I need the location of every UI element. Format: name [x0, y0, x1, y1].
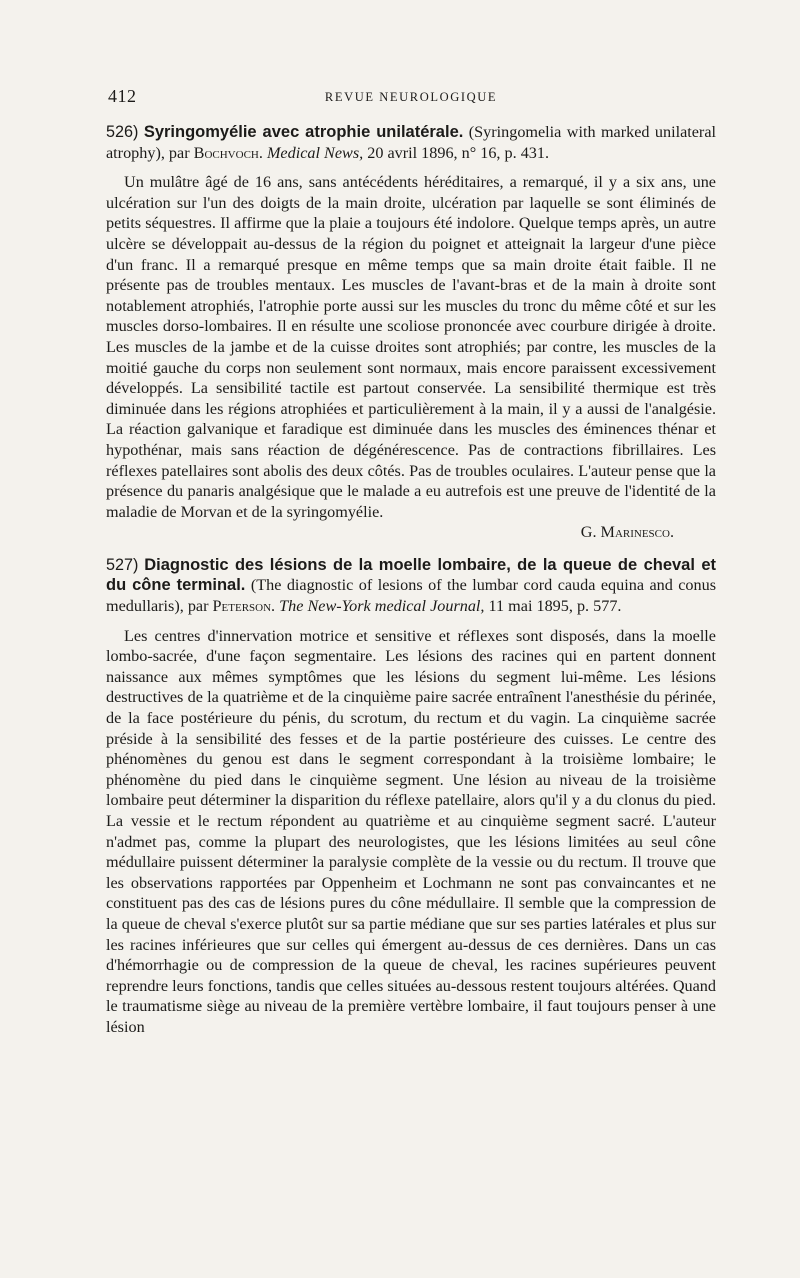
article-title: Syringomyélie avec atrophie unilatérale.: [143, 123, 464, 141]
article-heading: [106, 555, 716, 617]
article-number: 527): [106, 555, 139, 574]
article-journal: The New-York medical Journal,: [279, 597, 485, 616]
article-citation: 20 avril 1896, n° 16, p. 431.: [367, 143, 550, 162]
page-content: [106, 122, 716, 1038]
article-author: Bochvoch.: [193, 143, 263, 162]
running-head: REVUE NEUROLOGIQUE: [324, 90, 498, 104]
article-title: Diagnostic des lésions de la moelle lombaire, de la queue de cheval et du cône terminal.: [106, 555, 716, 595]
signature-name: Marinesco.: [600, 523, 674, 542]
abstract-text: Les centres d'innervation motrice et sensitive et réflexes sont disposés, dans la moelle lombo-sacrée, d'une façon segmentaire. Les lésions des racines qui en partent donnent naissance aux mêmes symptômes que les lésions du segment lui-même. Les lésions destructives de la quatrième et de la cinquième paire sacrée entraînent l'anesthésie du périnée, de la face postérieure du pénis, du scrotum, du rectum et du vagin. La cinquième sacrée préside à la sensibilité des fesses et de la partie postérieure des cuisses. Le centre des phénomènes du genou est dans le segment correspondant à la troisième lombaire; le phénomène du pied dans le cinquième segment. Une lésion au niveau de la troisième lombaire peut déterminer la disparition du réflexe patellaire, alors qu'il y a du clonus du pied. La vessie et le rectum répondent au quatrième et au cinquième segment sacré. L'auteur n'admet pas, comme la plupart des neurologistes, que les lésions limitées au seul cône médullaire puissent déterminer la paralysie complète de la vessie ou du rectum. Il trouve que les observations rapportées par Oppenheim et Lochmann ne sont pas convaincantes et ne constituent pas des cas de lésions pures du cône médullaire. Il semble que la compression de la queue de cheval s'exerce plutôt sur sa partie médiane que sur ses parties latérales et plus sur les racines inférieures que sur celles qui émergent au-dessus de ces dernières. Dans un cas d'hémorrhagie ou de compression de la queue de cheval, les racines supérieures peuvent reprendre leurs fonctions, tandis que celles situées au-dessous restent toujours altérées. Quand le traumatisme siège au niveau de la première vertèbre lombaire, il faut toujours penser à une lésion: [106, 626, 716, 1036]
article-journal: Medical News,: [266, 143, 364, 162]
abstract-text: Un mulâtre âgé de 16 ans, sans antécédents héréditaires, a remarqué, il y a six ans, une ulcération sur l'un des doigts de la main droite, ulcération par laquelle se sont éliminés de petits séquestres. Il affirme que la plaie a toujours été indolore. Quelque temps après, un autre ulcère se développait au-dessus de la région du poignet et atteignait la largeur d'une pièce d'un franc. Il a remarqué presque en même temps que sa main droite était faible. Il ne présente pas de troubles mentaux. Les muscles de l'avant-bras et de la main à droite sont notablement atrophiés, l'atrophie porte aussi sur les muscles du tronc du même côté et sur les muscles dorso-lombaires. Il en résulte une scoliose prononcée avec courbure dirigée à droite. Les muscles de la jambe et de la cuisse droites sont atrophiés; par contre, les muscles de la moitié gauche du corps non seulement sont normaux, mais encore paraissent excessivement développés. La sensibilité tactile est partout conservée. La sensibilité thermique est très diminuée dans les régions atrophiées et particulièrement à la main, il y a aussi de l'analgésie. La réaction galvanique et faradique est diminuée dans les muscles des éminences thénar et hypothénar, mais sans réaction de dégénérescence. Pas de contractions fibrillaires. Les réflexes patellaires sont abolis des deux côtés. Pas de troubles oculaires. L'auteur pense que la présence du panaris analgésique que le malade a eu autrefois est une preuve de l'identité de la maladie de Morvan et de la syringomyélie.: [106, 173, 716, 521]
signature-text: [581, 522, 716, 543]
article-heading: [106, 122, 716, 163]
article-subtitle: (Syringomelia with marked unilateral atrophy), par: [106, 123, 717, 162]
page-header: [108, 86, 714, 110]
article-527: [106, 555, 716, 1038]
article-abstract: [106, 626, 716, 1038]
page-number: 412: [108, 86, 137, 106]
article-signature: [106, 522, 716, 543]
article-abstract: [106, 172, 716, 522]
article-author: Peterson.: [212, 597, 276, 616]
article-subtitle: (The diagnostic of lesions of the lumbar cord cauda equina and conus medullaris), par: [106, 576, 717, 616]
article-number: 526): [106, 123, 139, 141]
article-526: [106, 122, 716, 543]
signature-initial: G.: [580, 523, 597, 542]
article-citation: 11 mai 1895, p. 577.: [488, 597, 622, 616]
